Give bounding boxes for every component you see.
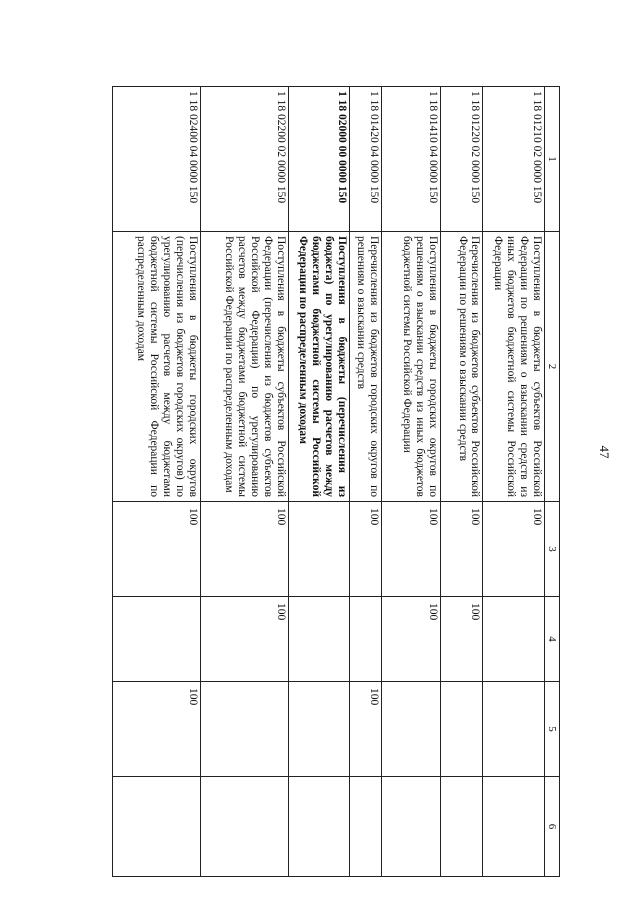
table-row xyxy=(440,87,483,877)
revenue-code-cell: 1 18 01220 02 0000 150 xyxy=(440,87,483,232)
value-cell-col6 xyxy=(349,777,381,877)
value-cell-col4 xyxy=(288,597,349,682)
table-row xyxy=(200,87,288,877)
column-header: 5 xyxy=(544,682,559,777)
value-cell-col5: 100 xyxy=(113,682,201,777)
revenue-name-cell: Поступления в бюджеты субъектов Российской Федерации по решениям о взыскании средств из иных бюджетов бюджетной системы Российской Федерации xyxy=(483,232,544,502)
table-body xyxy=(113,87,545,877)
value-cell-col4: 100 xyxy=(382,597,440,682)
value-cell-col4: 100 xyxy=(200,597,288,682)
column-header: 4 xyxy=(544,597,559,682)
value-cell-col6 xyxy=(440,777,483,877)
value-cell-col4 xyxy=(113,597,201,682)
value-cell-col3: 100 xyxy=(440,502,483,597)
column-header: 6 xyxy=(544,777,559,877)
revenue-name-cell: Поступления в бюджеты (перечисления из бюджета) по урегулированию расчетов между бюджетами бюджетной системы Российской Федерации по распределенным доходам xyxy=(288,232,349,502)
value-cell-col5 xyxy=(440,682,483,777)
value-cell-col4 xyxy=(483,597,544,682)
table-row xyxy=(382,87,440,877)
value-cell-col6 xyxy=(288,777,349,877)
value-cell-col6 xyxy=(113,777,201,877)
value-cell-col6 xyxy=(382,777,440,877)
column-header: 2 xyxy=(544,232,559,502)
value-cell-col3 xyxy=(288,502,349,597)
value-cell-col3: 100 xyxy=(200,502,288,597)
revenue-code-cell: 1 18 01210 02 0000 150 xyxy=(483,87,544,232)
table-row xyxy=(349,87,381,877)
value-cell-col5 xyxy=(382,682,440,777)
table-row-section-heading xyxy=(288,87,349,877)
table-row xyxy=(483,87,544,877)
value-cell-col4 xyxy=(349,597,381,682)
revenue-name-cell: Поступления в бюджеты городских округов (перечисления из бюджетов городских округов) по урегулированию расчетов между бюджетами бюджетной системы Российской Федерации по распределенным доходам xyxy=(113,232,201,502)
budget-revenue-table xyxy=(112,86,560,877)
revenue-code-cell: 1 18 02400 04 0000 150 xyxy=(113,87,201,232)
value-cell-col3: 100 xyxy=(349,502,381,597)
value-cell-col4: 100 xyxy=(440,597,483,682)
value-cell-col3: 100 xyxy=(382,502,440,597)
revenue-name-cell: Перечисления из бюджетов городских округов по решениям о взыскании средств xyxy=(349,232,381,502)
revenue-code-cell: 1 18 02200 02 0000 150 xyxy=(200,87,288,232)
page-number: 47 xyxy=(597,445,612,459)
column-header: 3 xyxy=(544,502,559,597)
value-cell-col5: 100 xyxy=(349,682,381,777)
value-cell-col5 xyxy=(288,682,349,777)
table-row xyxy=(113,87,201,877)
value-cell-col6 xyxy=(200,777,288,877)
table-header-row xyxy=(544,87,559,877)
revenue-code-cell: 1 18 02000 00 0000 150 xyxy=(288,87,349,232)
value-cell-col6 xyxy=(483,777,544,877)
revenue-name-cell: Перечисления из бюджетов субъектов Российской Федерации по решениям о взыскании средств xyxy=(440,232,483,502)
revenue-code-cell: 1 18 01420 04 0000 150 xyxy=(349,87,381,232)
value-cell-col5 xyxy=(200,682,288,777)
revenue-name-cell: Поступления в бюджеты городских округов по решениям о взыскании средств из иных бюджетов бюджетной системы Российской Федерации xyxy=(382,232,440,502)
value-cell-col3: 100 xyxy=(483,502,544,597)
revenue-code-cell: 1 18 01410 04 0000 150 xyxy=(382,87,440,232)
revenue-name-cell: Поступления в бюджеты субъектов Российской Федерации (перечисления из бюджетов субъектов Российской Федерации) по урегулированию расчетов между бюджетами бюджетной системы Российской Федерации по распределенным доходам xyxy=(200,232,288,502)
value-cell-col5 xyxy=(483,682,544,777)
column-header: 1 xyxy=(544,87,559,232)
value-cell-col3: 100 xyxy=(113,502,201,597)
